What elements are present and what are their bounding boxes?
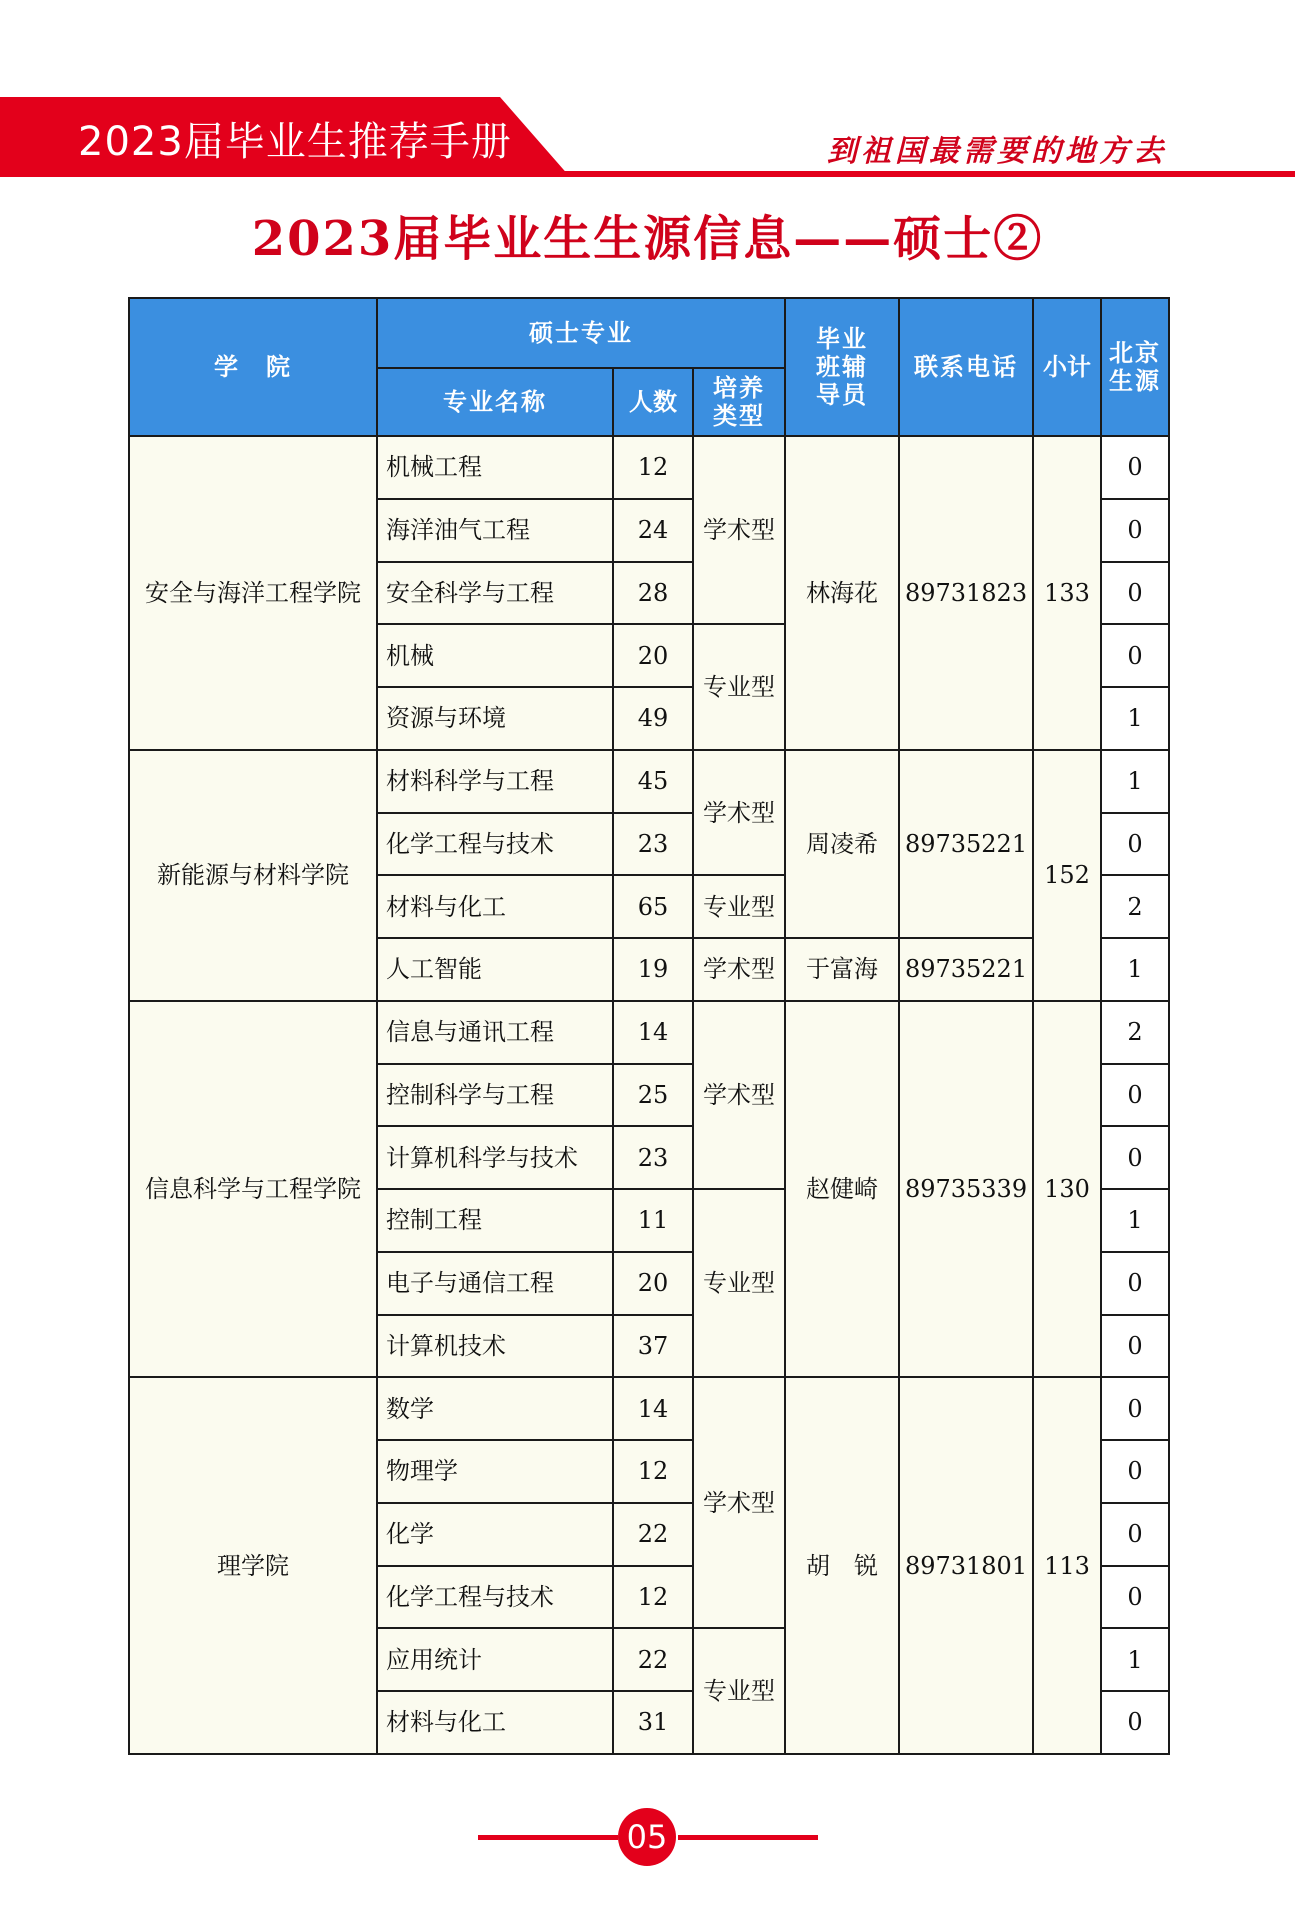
college-name: 安全与海洋工程学院 <box>129 436 377 750</box>
major-name: 安全科学与工程 <box>377 562 613 625</box>
major-name: 控制工程 <box>377 1189 613 1252</box>
student-count: 11 <box>613 1189 693 1252</box>
header-subtotal: 小计 <box>1033 298 1101 436</box>
major-name: 材料与化工 <box>377 875 613 938</box>
student-count: 14 <box>613 1377 693 1440</box>
beijing-count: 0 <box>1101 1252 1169 1315</box>
college-name: 信息科学与工程学院 <box>129 1001 377 1378</box>
contact-phone: 89731823 <box>899 436 1033 750</box>
page-number: 05 <box>618 1808 676 1866</box>
beijing-count: 0 <box>1101 1503 1169 1566</box>
header-master-major: 硕士专业 <box>377 298 785 368</box>
major-name: 海洋油气工程 <box>377 499 613 562</box>
student-count: 23 <box>613 1126 693 1189</box>
slogan: 到祖国最需要的地方去 <box>827 134 1167 169</box>
major-name: 信息与通讯工程 <box>377 1001 613 1064</box>
beijing-count: 0 <box>1101 624 1169 687</box>
student-count: 37 <box>613 1315 693 1378</box>
header-counselor: 毕业班辅导员 <box>785 298 899 436</box>
header-college: 学 院 <box>129 298 377 436</box>
beijing-count: 0 <box>1101 1315 1169 1378</box>
counselor-name: 林海花 <box>785 436 899 750</box>
student-count: 49 <box>613 687 693 750</box>
major-name: 机械工程 <box>377 436 613 499</box>
page-title: 2023届毕业生生源信息——硕士② <box>251 211 1044 267</box>
student-count: 20 <box>613 624 693 687</box>
counselor-name: 周凌希 <box>785 750 899 938</box>
major-name: 材料科学与工程 <box>377 750 613 813</box>
counselor-name: 胡 锐 <box>785 1377 899 1754</box>
major-name: 人工智能 <box>377 938 613 1001</box>
header-count: 人数 <box>613 368 693 436</box>
beijing-count: 1 <box>1101 938 1169 1001</box>
major-name: 计算机技术 <box>377 1315 613 1378</box>
beijing-count: 2 <box>1101 875 1169 938</box>
beijing-count: 0 <box>1101 499 1169 562</box>
student-count: 12 <box>613 1440 693 1503</box>
training-type: 学术型 <box>693 1001 785 1189</box>
student-count: 22 <box>613 1628 693 1691</box>
student-count: 24 <box>613 499 693 562</box>
student-count: 25 <box>613 1064 693 1127</box>
major-name: 计算机科学与技术 <box>377 1126 613 1189</box>
college-name: 理学院 <box>129 1377 377 1754</box>
training-type: 学术型 <box>693 938 785 1001</box>
major-name: 化学工程与技术 <box>377 813 613 876</box>
table-row <box>129 750 1169 813</box>
table-row <box>129 1001 1169 1064</box>
contact-phone: 89735221 <box>899 750 1033 938</box>
major-name: 资源与环境 <box>377 687 613 750</box>
training-type: 专业型 <box>693 1628 785 1754</box>
footer-rule-left <box>478 1835 618 1840</box>
beijing-count: 1 <box>1101 687 1169 750</box>
beijing-count: 1 <box>1101 1628 1169 1691</box>
beijing-count: 0 <box>1101 436 1169 499</box>
beijing-count: 0 <box>1101 1126 1169 1189</box>
major-name: 化学工程与技术 <box>377 1566 613 1629</box>
major-name: 电子与通信工程 <box>377 1252 613 1315</box>
table-row <box>129 1377 1169 1440</box>
student-count: 31 <box>613 1691 693 1754</box>
beijing-count: 0 <box>1101 1691 1169 1754</box>
training-type: 学术型 <box>693 750 785 876</box>
major-name: 化学 <box>377 1503 613 1566</box>
student-count: 12 <box>613 1566 693 1629</box>
major-name: 应用统计 <box>377 1628 613 1691</box>
major-name: 控制科学与工程 <box>377 1064 613 1127</box>
training-type: 专业型 <box>693 1189 785 1377</box>
student-count: 20 <box>613 1252 693 1315</box>
counselor-name: 于富海 <box>785 938 899 1001</box>
contact-phone: 89731801 <box>899 1377 1033 1754</box>
header-phone: 联系电话 <box>899 298 1033 436</box>
subtotal: 152 <box>1033 750 1101 1001</box>
subtotal: 133 <box>1033 436 1101 750</box>
student-count: 28 <box>613 562 693 625</box>
beijing-count: 0 <box>1101 813 1169 876</box>
beijing-count: 0 <box>1101 1064 1169 1127</box>
table-row <box>129 436 1169 499</box>
counselor-name: 赵健崎 <box>785 1001 899 1378</box>
header-major-name: 专业名称 <box>377 368 613 436</box>
training-type: 专业型 <box>693 875 785 938</box>
graduate-source-table <box>128 297 1170 1755</box>
contact-phone: 89735339 <box>899 1001 1033 1378</box>
beijing-count: 1 <box>1101 1189 1169 1252</box>
major-name: 机械 <box>377 624 613 687</box>
student-count: 12 <box>613 436 693 499</box>
student-count: 23 <box>613 813 693 876</box>
beijing-count: 2 <box>1101 1001 1169 1064</box>
student-count: 14 <box>613 1001 693 1064</box>
beijing-count: 0 <box>1101 1566 1169 1629</box>
beijing-count: 1 <box>1101 750 1169 813</box>
student-count: 65 <box>613 875 693 938</box>
training-type: 学术型 <box>693 436 785 624</box>
header-type: 培养类型 <box>693 368 785 436</box>
student-count: 19 <box>613 938 693 1001</box>
beijing-count: 0 <box>1101 1440 1169 1503</box>
beijing-count: 0 <box>1101 562 1169 625</box>
student-count: 45 <box>613 750 693 813</box>
training-type: 专业型 <box>693 624 785 750</box>
major-name: 数学 <box>377 1377 613 1440</box>
college-name: 新能源与材料学院 <box>129 750 377 1001</box>
handbook-title: 2023届毕业生推荐手册 <box>78 119 512 165</box>
contact-phone: 89735221 <box>899 938 1033 1001</box>
subtotal: 130 <box>1033 1001 1101 1378</box>
header-rule <box>560 171 1295 177</box>
header-beijing: 北京生源 <box>1101 298 1169 436</box>
major-name: 材料与化工 <box>377 1691 613 1754</box>
footer-rule-right <box>678 1835 818 1840</box>
major-name: 物理学 <box>377 1440 613 1503</box>
beijing-count: 0 <box>1101 1377 1169 1440</box>
subtotal: 113 <box>1033 1377 1101 1754</box>
student-count: 22 <box>613 1503 693 1566</box>
training-type: 学术型 <box>693 1377 785 1628</box>
